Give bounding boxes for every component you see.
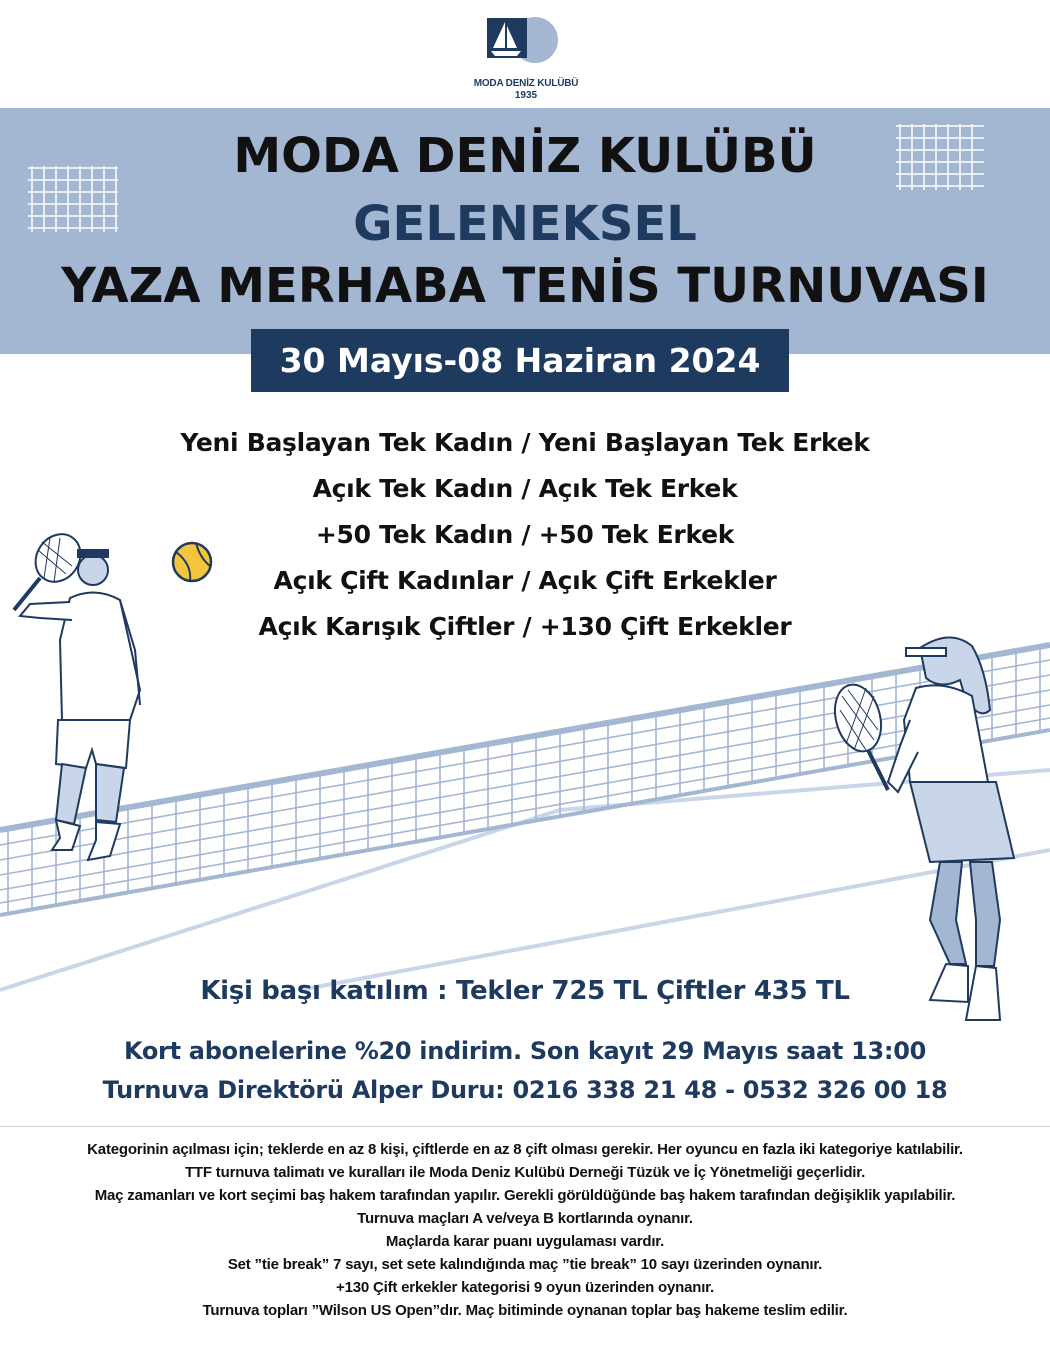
rule-note: Kategorinin açılması için; teklerde en az 8 kişi, çiftlerde en az 8 çift olması gerekir. Her oyuncu en fazla iki kategoriye katılabilir. <box>87 1141 963 1158</box>
category-item: Açık Tek Kadın / Açık Tek Erkek <box>312 474 738 503</box>
rule-note: Set ”tie break” 7 sayı, set sete kalındığında maç ”tie break” 10 sayı üzerinden oynanır. <box>227 1256 823 1273</box>
logo-year: 1935 <box>514 90 538 101</box>
club-logo <box>456 16 596 101</box>
discount-deadline: Kort abonelerine %20 indirim. Son kayıt 29 Mayıs saat 13:00 <box>123 1037 927 1065</box>
rule-note: Maçlarda karar puanı uygulaması vardır. <box>385 1233 665 1250</box>
rules-notes <box>0 1138 1050 1322</box>
director-contact: Turnuva Direktörü Alper Duru: 0216 338 21 48 - 0532 326 00 18 <box>102 1076 948 1104</box>
category-item: Açık Karışık Çiftler / +130 Çift Erkekler <box>258 612 792 641</box>
rule-note: TTF turnuva talimatı ve kuralları ile Moda Deniz Kulübü Derneği Tüzük ve İç Yönetmeliği geçerlidir. <box>184 1164 866 1181</box>
sailboat-logo-icon <box>485 16 567 78</box>
rule-note: Turnuva maçları A ve/veya B kortlarında oynanır. <box>357 1210 693 1227</box>
divider <box>0 1126 1050 1127</box>
category-item: Açık Çift Kadınlar / Açık Çift Erkekler <box>273 566 777 595</box>
entry-fee: Kişi başı katılım : Tekler 725 TL Çiftler 435 TL <box>200 976 850 1006</box>
rule-note: Maç zamanları ve kort seçimi baş hakem tarafından yapılır. Gerekli görüldüğünde baş hakem tarafından değişiklik yapılabilir. <box>94 1187 956 1204</box>
rule-note: Turnuva topları ”Wilson US Open”dır. Maç bitiminde oynanan toplar baş hakeme teslim edilir. <box>202 1302 848 1319</box>
title-club: MODA DENİZ KULÜBÜ <box>233 128 817 184</box>
category-item: +50 Tek Kadın / +50 Tek Erkek <box>315 520 735 549</box>
date-text: 30 Mayıs-08 Haziran 2024 <box>279 341 761 380</box>
date-banner <box>251 329 789 392</box>
title-tournament: YAZA MERHABA TENİS TURNUVASI <box>61 258 989 314</box>
categories-list <box>0 420 1050 650</box>
logo-name: MODA DENİZ KULÜBÜ <box>473 78 579 89</box>
category-item: Yeni Başlayan Tek Kadın / Yeni Başlayan Tek Erkek <box>180 428 870 457</box>
female-tennis-player-icon <box>828 637 1014 1020</box>
rule-note: +130 Çift erkekler kategorisi 9 oyun üzerinden oynanır. <box>336 1279 714 1296</box>
title-traditional: GELENEKSEL <box>353 196 697 252</box>
